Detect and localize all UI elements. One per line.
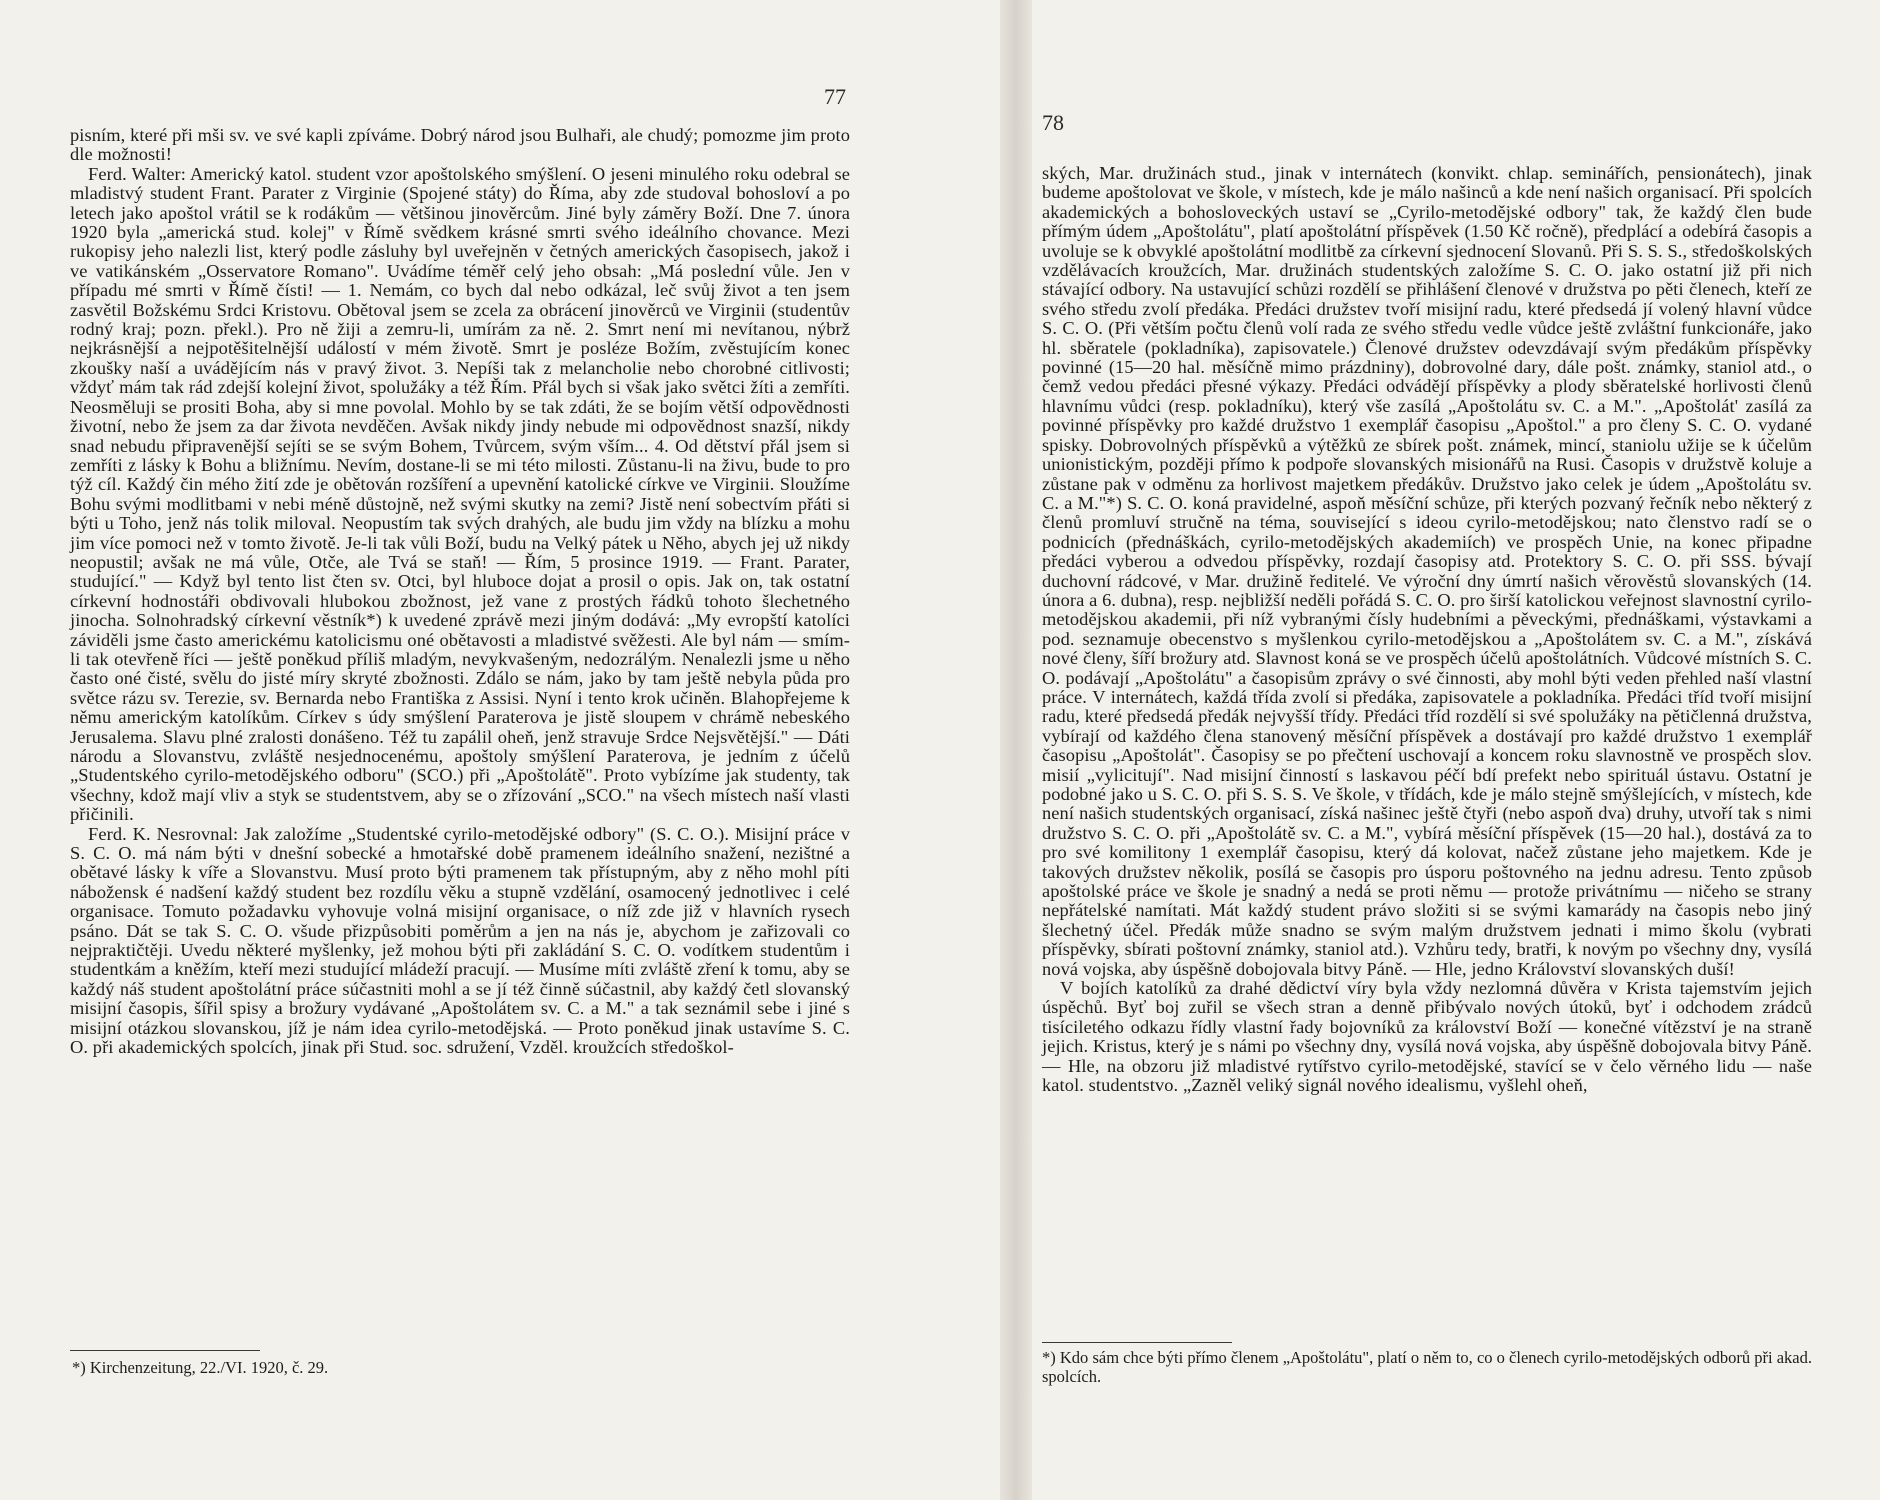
body-text [70, 126, 850, 1058]
footnote-rule [70, 1350, 260, 1351]
paragraph: pisním, které při mši sv. ve své kapli zpíváme. Dobrý národ jsou Bulhaři, ale chudý; pomozme jim proto dle možnosti! [70, 125, 850, 165]
page-number: 77 [824, 84, 846, 109]
book-gutter [1000, 0, 1032, 1500]
paragraph: Ferd. K. Nesrovnal: Jak založíme „Studentské cyrilo-metodějské odbory" (S. C. O.). Misijní práce v S. C. O. má nám býti v dnešní sobecké a hmotařské době pramenem ideálního snažení, nezištné a obětavé lásky k víře a Slovanstvu. Musí proto býti pramenem tak přístupným, aby z něho mohl píti nábožensk é nadšení každý student bez rozdílu věku a stupně vzdělání, osamocený jednotlivec i celé organisace. Tomuto požadavku vyhovuje volná misijní organisace, o níž zde již v hlavních rysech psáno. Dát se tak S. C. O. všude přizpůsobiti poměrům a jen na nás je, abychom je zařizovali co nejpraktičtěji. Uvedu některé myšlenky, jež mohou býti při zakládání S. C. O. vodítkem studentům i studentkám a kněžím, kteří mezi studující mládeží pracují. — Musíme míti zvláště zření k tomu, aby se každý náš student apoštolátní práce súčastniti mohl a se jí též činně súčastnil, aby každý četl slovanský misijní časopis, šířil spisy a brožury vydávané „Apoštolátem sv. C. a M." a tak seznámil sebe i jiné s misijní otázkou slovanskou, jíž je nám idea cyrilo-metodějská. — Proto poněkud jinak ustavíme S. C. O. při akademických spolcích, jinak při Stud. soc. sdružení, Vzděl. kroužcích středoškol- [70, 823, 850, 1058]
paragraph: ských, Mar. družinách stud., jinak v internátech (konvikt. chlap. seminářích, pensionátech), jinak budeme apoštolovat ve škole, v místech, kde je málo našinců a kde není našich organisací. Při spolcích akademických a bohosloveckých ustaví se „Cyrilo-metodějské odbory" tak, že každý člen bude přímým údem „Apoštolátu", platí apoštolátní příspěvek (1.50 Kč ročně), předplácí a odebírá časopis a uvoluje se k obvyklé apoštolátní modlitbě za církevní sjednocení Slovanů. Při S. S. S., středoškolských vzdělávacích kroužcích, Mar. družinách studentských založíme S. C. O. jako ostatní již při nich stávající odbory. Na ustavující schůzi rozdělí se přihlášení členové v družstva po pěti členech, kteří ze svého středu zvolí předáka. Předáci družstev tvoří misijní radu, které předsedá jí volený hlavní vůdce S. C. O. (Při větším počtu členů volí rada ze svého středu vedle vůdce ještě zvláštní funkcionáře, jako hl. sběratele (pokladníka), zapisovatele.) Členové družstev odevzdávají svým předákům příspěvky povinné (15—20 hal. měsíčně mimo prázdniny), dobrovolné dary, dále pošt. známky, staniol atd., o čemž vedou předáci přesné výkazy. Předáci odvádějí příspěvky a plody sběratelské horlivosti členů hlavnímu vůdci (resp. pokladníku), který vše zasílá „Apoštolátu sv. C. a M.". „Apoštolát' zasílá za povinné příspěvky pro každé družstvo 1 exemplář časopisu „Apoštol." a pro členy S. C. O. vydané spisky. Dobrovolných příspěvků a výtěžků ze sbírek pošt. známek, mincí, staniolu užije se k účelům unionistickým, později přímo k podpoře slovanských misionářů na Rusi. Časopis v družstvě koluje a zůstane pak v odměnu za horlivost majetkem předákův. Družstvo jako celek je údem „Apoštolátu sv. C. a M."*) S. C. O. koná pravidelné, aspoň měsíční schůze, při kterých pozvaný řečník nebo některý z členů promluví stručně na téma, související s ideou cyrilo-metodějskou; nato členstvo radí se o podnicích (přednáškách, cyrilo-metodějských akademiích) ve prospěch Unie, na konec připadne předáci vyberou a odvedou příspěvky, rozdají časopisy atd. Protektory S. C. O. při SSS. bývají duchovní rádcové, v Mar. družině ředitelé. Ve výroční dny úmrtí našich věrověstů slovanských (14. února a 6. dubna), resp. nejbližší neděli pořádá S. C. O. pro širší katolickou veřejnost slavnostní cyrilo-metodějskou akademii, při níž vybranými čísly hudebními a pěveckými, přednáškami, výstavkami a pod. seznamuje obecenstvo s myšlenkou cyrilo-metodějskou a „Apoštolátem sv. C. a M.", získává nové členy, šíří brožury atd. Slavnost koná se ve prospěch účelů apoštolátních. Vůdcové místních S. C. O. podávají „Apoštolátu" a časopisům zprávy o své činnosti, aby mohl býti veden přehled naší vlastní práce. V internátech, každá třída zvolí si předáka, zapisovatele a pokladníka. Předáci tříd tvoří misijní radu, které předsedá předák nejvyšší třídy. Předáci tříd rozdělí si své spolužáky na pětičlenná družstva, vybírají od každého člena stanovený měsíční příspěvek a dostávají pro každé družstvo 1 exemplář časopisu „Apoštolát". Časopisy se po přečtení uschovají a koncem roku slavnostně ve prospěch slov. misií „vylicitují". Nad misijní činností s laskavou péčí bdí prefekt nebo spirituál ústavu. Ostatní je podobné jako u S. C. O. při S. S. S. Ve škole, v třídách, kde je málo stejně smýšlejících, v místech, kde není našich studentských organisací, získá našinec ještě čtyři (nebo aspoň dva) druhy, utvoří tak s nimi družstvo S. C. O. při „Apoštolátě sv. C. a M.", vybírá měsíční příspěvek (15—20 hal.), dostává za to pro své komilitony 1 exemplář časopisu, který dá kolovat, načež zůstane jeho majetkem. Kde je takových družstev několik, posílá se časopis pro úsporu poštovného na jednu adresu. Tento způsob apoštolské práce ve škole je snadný a nedá se proti němu — protože privátnímu — ničeho se strany nepřátelské namítati. Mát každý student právo složiti si se svými kamarády na časopis nebo jiný šlechetný účel. Předák může snadno se svým malým družstvem jednati i mimo školu (vybrati příspěvky, sbírati poštovní známky, staniol atd.). Vzhůru tedy, bratři, k novým po všechny dny, vysílá nová vojska, aby úspěšně dobojovala bitvy Páně. — Hle, jedno Království slovanských duší! [1042, 163, 1812, 979]
footnote: *) Kirchenzeitung, 22./VI. 1920, č. 29. [72, 1358, 329, 1377]
body-text [1042, 164, 1812, 1096]
paragraph: Ferd. Walter: Americký katol. student vzor apoštolského smýšlení. O jeseni minulého roku odebral se mladistvý student Frant. Parater z Virginie (Spojené státy) do Říma, aby zde studoval bohosloví a po letech jako apoštol vrátil se k rodákům — většinou jinověrcům. Jiné byly záměry Boží. Dne 7. února 1920 byla „americká stud. kolej" v Římě svědkem krásné smrti svého ideálního chovance. Mezi rukopisy jeho nalezli list, který podle zásluhy byl uveřejněn v četných amerických časopisech, jakož i ve vatikánském „Osservatore Romano". Uvádíme téměř celý jeho obsah: „Má poslední vůle. Jen v případu mé smrti v Římě čísti! — 1. Nemám, co bych dal nebo odkázal, leč svůj život a ten jsem zasvětil Božskému Srdci Kristovu. Obětoval jsem se zcela za obrácení jinověrců ve Virginii (studentův rodný kraj; pozn. překl.). Pro ně žiji a zemru-li, umírám za ně. 2. Smrt není mi nevítanou, nýbrž nejkrásnější a nejpotěšitelnější událostí v mém životě. Smrt je posléze Božím, zvěstujícím konec zkoušky naší a uvádějícím nás v pravý život. 3. Nepíši tak z melancholie nebo chorobné citlivosti; vždyť mám tak rád zdejší kolejní život, spolužáky a též Řím. Přál bych si však jako světci žíti a zemříti. Neosměluji se prositi Boha, aby si mne povolal. Mohlo by se tak zdáti, že se bojím větší odpovědnosti životní, nebo že jsem za dar života nevděčen. Avšak nikdy jindy nebude mi odpovědnost snazší, nikdy snad nebudu připravenější sejíti se se svým Bohem, Tvůrcem, svým vším... 4. Od dětství přál jsem si zemříti z lásky k Bohu a bližnímu. Nevím, dostane-li se mi této milosti. Zůstanu-li na živu, bude to pro týž cíl. Každý čin mého žití zde je obětován rozšíření a upevnění katolické církve ve Virginii. Sloužíme Bohu svými modlitbami v nebi méně důstojně, než svými skutky na zemi? Jistě není sobectvím přáti si býti u Toho, jenž nás tolik miloval. Neopustím tak svých drahých, ale budu jim vždy na blízku a mohu jim více pomoci než v tomto životě. Je-li tak vůli Boží, budu na Velký pátek u Něho, abych jej už nikdy neopustil; avšak ne má vůle, Otče, ale Tvá se staň! — Řím, 5 prosince 1919. — Frant. Parater, studující." — Když byl tento list čten sv. Otci, byl hluboce dojat a prosil o opis. Jak on, tak ostatní církevní hodnostáři obdivovali hlubokou zbožnost, jež vane z prostých řádků tohoto šlechetného jinocha. Solnohradský církevní věstník*) k uvedené zprávě mezi jiným dodává: „My evropští katolíci záviděli jsme často americkému katolicismu oné obětavosti a mladistvé svěžesti. Ale byl nám — smím-li tak otevřeně říci — ještě poněkud příliš mladým, nevykvašeným, nedozrálým. Nenalezli jsme u něho často oné čisté, svělu do jisté míry skryté zbožnosti. Zdálo se nám, jako by tam ještě nebyla půda pro světce rázu sv. Terezie, sv. Bernarda nebo Františka z Assisi. Nyní i tento krok učiněn. Blahopřejeme k němu americkým katolíkům. Církev s údy smýšlení Paraterova je jistě sloupem v chrámě nebeského Jerusalema. Slavu plné zralosti donášeno. Též tu zapálil oheň, jenž stravuje Srdce Nejsvětější." — Dáti národu a Slovanstvu, zvláště nesjednocenému, apoštoly smýšlení Paraterova, je jedním z účelů „Studentského cyrilo-metodějského odboru" (SCO.) při „Apoštolátě". Proto vybízíme jak studenty, tak všechny, kdož mají vliv a styk se studentstvem, aby se o zřízování „SCO." na všech místech naší vlasti přičinili. [70, 163, 850, 825]
footnote-rule [1042, 1342, 1232, 1343]
footnote: *) Kdo sám chce býti přímo členem „Apoštolátu", platí o něm to, co o členech cyrilo-metodějských odborů při akad. spolcích. [1042, 1348, 1812, 1386]
right-page [1032, 0, 1880, 1500]
page-number: 78 [1042, 110, 1064, 135]
paragraph: V bojích katolíků za drahé dědictví víry byla vždy nezlomná důvěra v Krista tajemstvím jejich úspěchů. Byť boj zuřil se všech stran a denně přibývalo nových útoků, byť i odchodem zrádců tisíciletého odkazu řídly vlastní řady bojovníků za království Boží — konečné vítězství je na straně jejich. Kristus, který je s námi po všechny dny, vysílá nová vojska, aby úspěšně dobojovala bitvy Páně. — Hle, na obzoru již mladistvé rytířstvo cyrilo-metodějské, stavící se v čelo věrného lidu — naše katol. studentstvo. „Zazněl veliký signál nového idealismu, vyšlehl oheň, [1042, 978, 1812, 1096]
